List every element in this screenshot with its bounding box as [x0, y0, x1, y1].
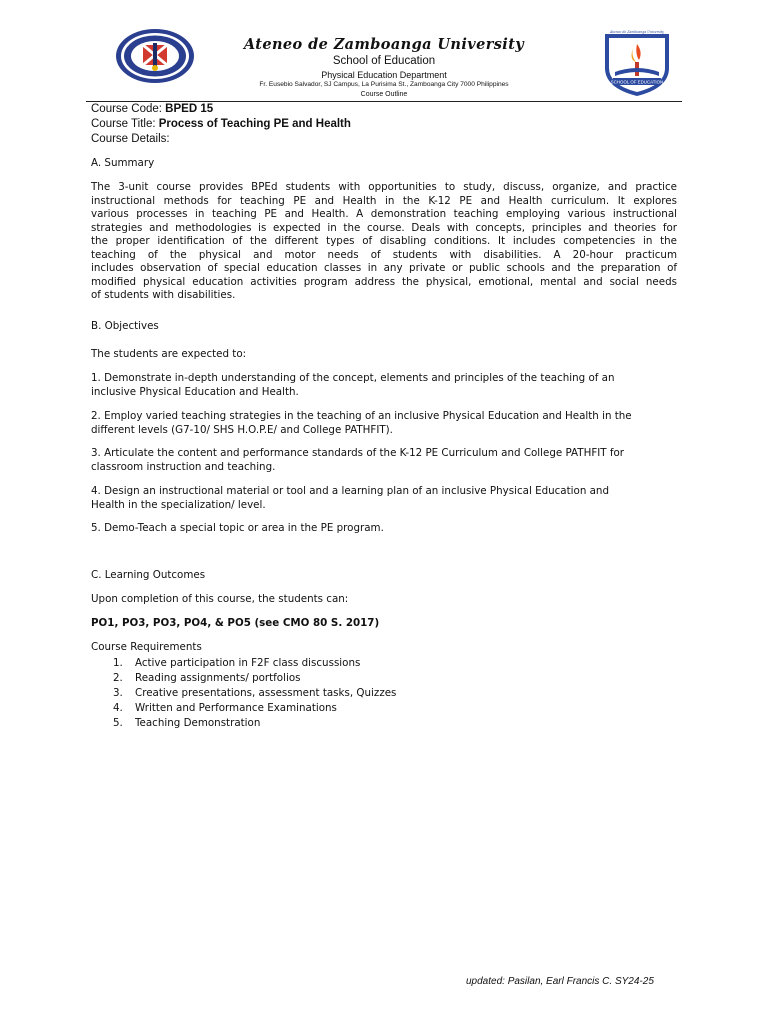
objective-line: different levels (G7-10/ SHS H.O.P.E/ and College PATHFIT).	[91, 423, 393, 436]
list-item-text: Reading assignments/ portfolios	[135, 672, 301, 684]
summary-line: instructional methods for teaching PE and Health in the K-12 PE and Health curriculum. It explores	[91, 194, 677, 207]
objective-item	[91, 372, 677, 399]
summary-line: the proper identification of the different types of disabling conditions. It includes competencies in the	[91, 235, 677, 247]
summary-line: of students with disabilities.	[91, 289, 236, 301]
course-title-line	[91, 117, 351, 132]
objective-line: 3. Articulate the content and performance standards of the K-12 PE Curriculum and College PATHFIT for	[91, 447, 625, 459]
campus-address: Fr. Eusebio Salvador, SJ Campus, La Purisima St., Zamboanga City 7000 Philippines	[259, 81, 509, 88]
list-item-number: 5.	[113, 717, 123, 729]
course-code-line	[91, 102, 213, 117]
summary-line: The 3-unit course provides BPEd students with opportunities to study, discuss, organize, and practice	[91, 181, 677, 193]
summary-heading: A. Summary	[91, 157, 155, 169]
course-code-label: Course Code:	[91, 103, 162, 115]
objective-line: 5. Demo-Teach a special topic or area in the PE program.	[91, 522, 384, 534]
list-item	[113, 656, 396, 671]
list-item	[113, 716, 396, 731]
list-item-number: 3.	[113, 687, 123, 699]
summary-line: various processes in teaching PE and Health. A demonstration teaching employing various instructional	[91, 208, 677, 220]
list-item	[113, 671, 396, 686]
objective-line: 2. Employ varied teaching strategies in the teaching of an inclusive Physical Education and Health in the	[91, 410, 632, 422]
department-name: Physical Education Department	[321, 70, 447, 80]
list-item-number: 2.	[113, 672, 123, 684]
course-title-label: Course Title:	[91, 118, 156, 130]
document-type: Course Outline	[360, 91, 408, 98]
course-title-value: Process of Teaching PE and Health	[158, 118, 351, 130]
list-item	[113, 701, 396, 716]
list-item-number: 4.	[113, 702, 123, 714]
objectives-heading: B. Objectives	[91, 320, 159, 332]
objective-item	[91, 447, 677, 474]
course-code-value: BPED 15	[165, 103, 214, 115]
summary-line: strategies and methodologies is expected in the course. Deals with concepts, principles and theories for	[91, 221, 677, 234]
objectives-intro: The students are expected to:	[91, 348, 247, 360]
objective-line: classroom instruction and teaching.	[91, 460, 276, 473]
school-of-education-crest-icon	[597, 30, 677, 98]
list-item-text: Teaching Demonstration	[135, 717, 261, 729]
summary-paragraph	[91, 181, 677, 303]
crest-banner-text: SCHOOL OF EDUCATION	[610, 79, 664, 85]
document-header	[0, 0, 768, 104]
objective-item	[91, 522, 677, 536]
list-item-text: Creative presentations, assessment tasks, Quizzes	[135, 687, 397, 699]
outcomes-intro: Upon completion of this course, the students can:	[91, 593, 349, 605]
course-details-label: Course Details:	[91, 133, 170, 145]
requirements-heading: Course Requirements	[91, 641, 202, 653]
objective-line: inclusive Physical Education and Health.	[91, 385, 299, 398]
objective-item	[91, 410, 677, 437]
objective-line: 4. Design an instructional material or tool and a learning plan of an inclusive Physical Education and	[91, 485, 609, 497]
program-outcomes: PO1, PO3, PO3, PO4, & PO5 (see CMO 80 S. 2017)	[91, 617, 380, 629]
crest-arc-text: Ateneo de Zamboanga University	[610, 30, 664, 34]
objective-line: 1. Demonstrate in-depth understanding of the concept, elements and principles of the teaching of an	[91, 372, 615, 384]
summary-line: includes observation of special education classes in any private or public schools and the preparation of	[91, 262, 677, 274]
update-note: updated: Pasilan, Earl Francis C. SY24-25	[466, 976, 654, 987]
school-name: School of Education	[332, 55, 436, 67]
list-item-number: 1.	[113, 657, 123, 669]
summary-line: modified physical education activities program address the physical, emotional, mental and social needs	[91, 275, 677, 288]
list-item	[113, 686, 396, 701]
requirements-list	[113, 656, 396, 731]
outcomes-heading: C. Learning Outcomes	[91, 569, 206, 581]
objective-line: Health in the specialization/ level.	[91, 498, 266, 511]
summary-line: teaching of the physical and motor needs of students with disabilities. A 20-hour practicum	[91, 248, 677, 261]
university-name: Ateneo de Zamboanga University	[243, 36, 525, 53]
list-item-text: Active participation in F2F class discussions	[135, 657, 361, 669]
list-item-text: Written and Performance Examinations	[135, 702, 337, 714]
objective-item	[91, 485, 677, 512]
